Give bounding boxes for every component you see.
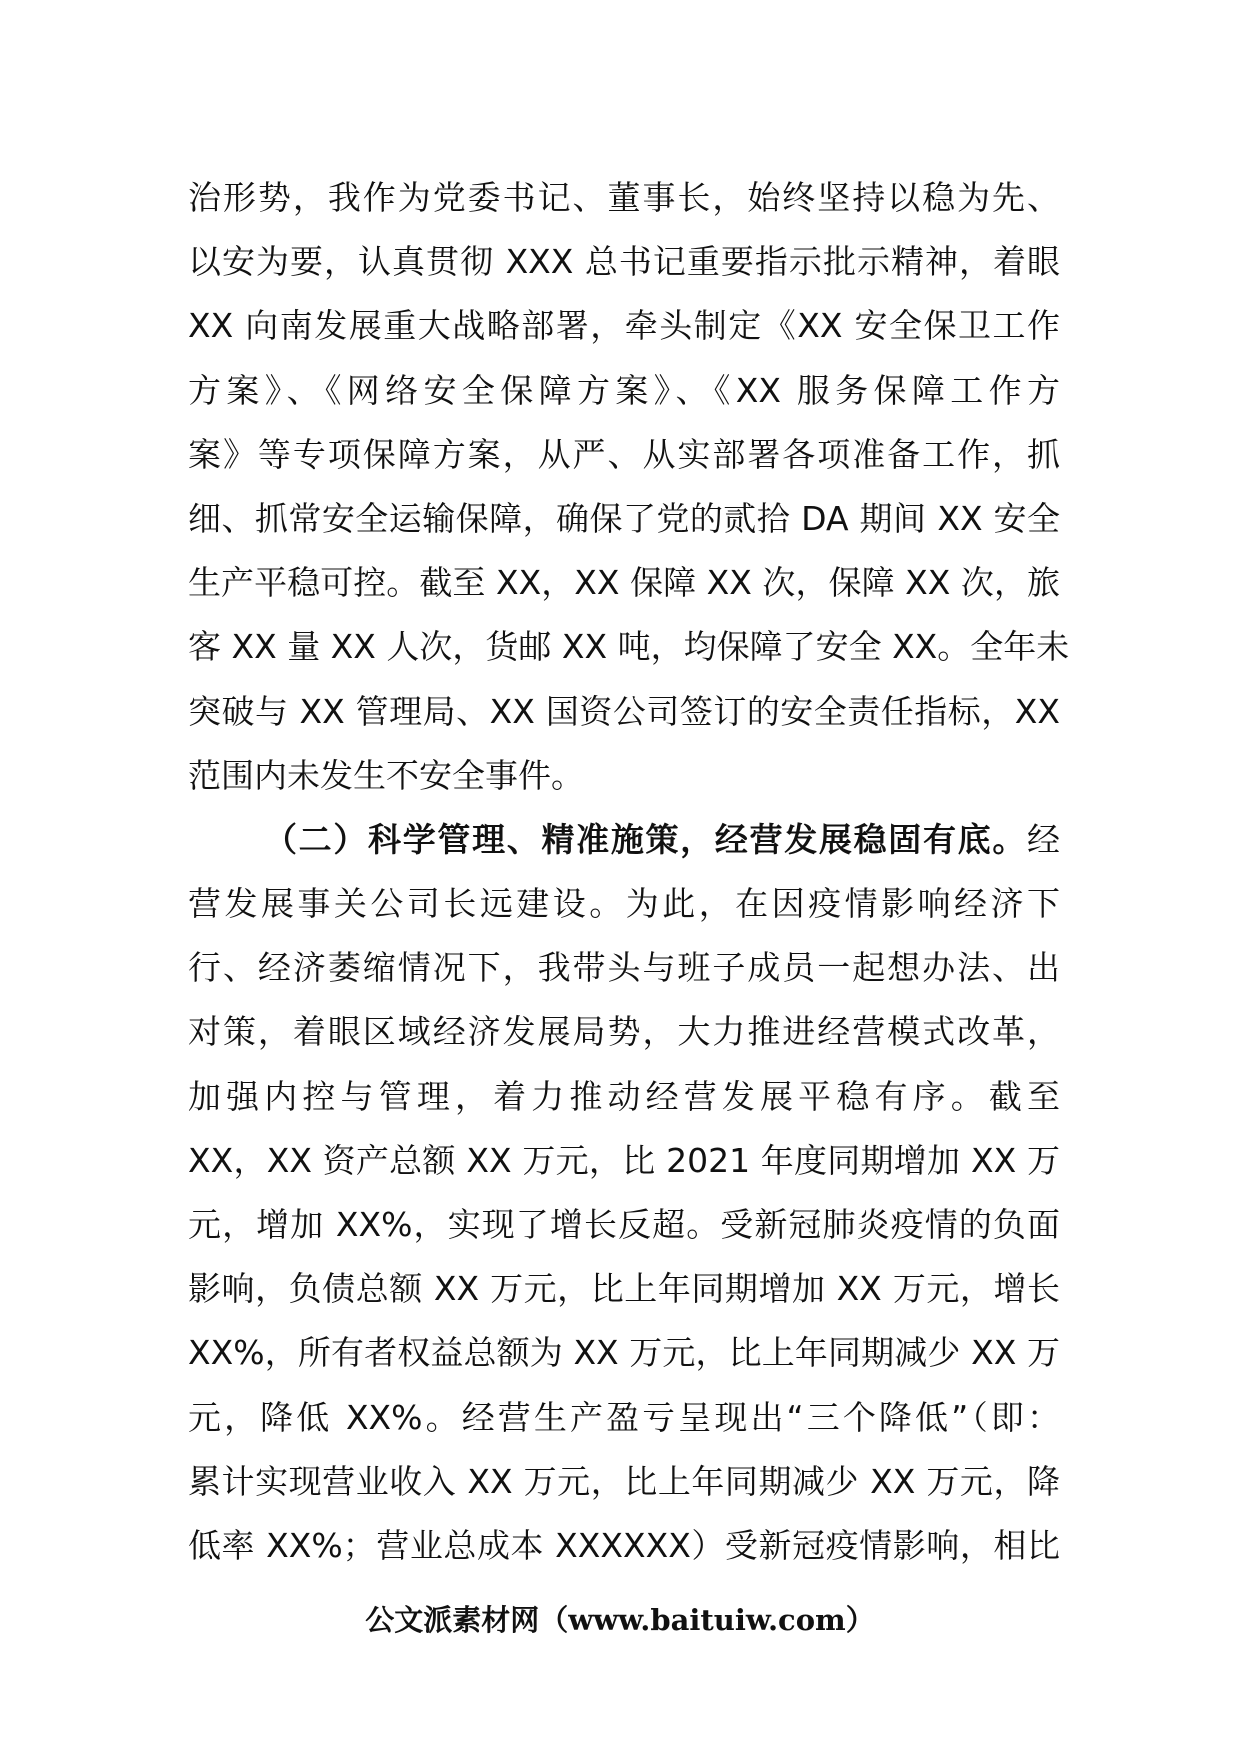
paragraph-line: 元，降低 XX%。经营生产盈亏呈现出“三个降低”（即： [188,1397,1060,1437]
paragraph-line: 方案》、《网络安全保障方案》、《XX 服务保障工作方 [188,370,1060,410]
paragraph-line: 加强内控与管理，着力推动经营发展平稳有序。截至 [188,1076,1060,1116]
paragraph-line: 细、抓常安全运输保障，确保了党的贰拾 DA 期间 XX 安全 [188,498,1060,538]
body-text [188,166,1070,1578]
paragraph-line: 生产平稳可控。截至 XX，XX 保障 XX 次，保障 XX 次，旅 [188,563,1060,603]
section-first-text: 经 [1027,819,1060,859]
paragraph-line: 影响，负债总额 XX 万元，比上年同期增加 XX 万元，增长 [188,1269,1060,1309]
paragraph-line: 治形势，我作为党委书记、董事长，始终坚持以稳为先、 [188,178,1060,217]
paragraph-line: XX%，所有者权益总额为 XX 万元，比上年同期减少 XX 万 [188,1333,1060,1373]
paragraph-line: 低率 XX%；营业总成本 XXXXXX）受新冠疫情影响，相比 [188,1525,1060,1565]
section-heading: （二）科学管理、精准施策，经营发展稳固有底。 [264,819,1027,859]
paragraph-line: 突破与 XX 管理局、XX 国资公司签订的安全责任指标，XX [188,691,1060,731]
paragraph-line: 范围内未发生不安全事件。 [188,755,584,795]
paragraph-line: 以安为要，认真贯彻 XXX 总书记重要指示批示精神，着眼 [188,242,1060,282]
paragraph-line: 对策，着眼区域经济发展局势，大力推进经营模式改革， [188,1012,1060,1052]
paragraph-line: 客 XX 量 XX 人次，货邮 XX 吨，均保障了安全 XX。全年未 [188,627,1070,667]
paragraph-line: XX 向南发展重大战略部署，牵头制定《XX 安全保卫工作 [188,306,1060,346]
paragraph-line: 行、经济萎缩情况下，我带头与班子成员一起想办法、出 [188,948,1060,988]
paragraph-line: XX，XX 资产总额 XX 万元，比 2021 年度同期增加 XX 万 [188,1140,1060,1180]
paragraph-line: 累计实现营业收入 XX 万元，比上年同期减少 XX 万元，降 [188,1461,1060,1501]
section-heading-line [188,808,1060,872]
footer-source: 公文派素材网（www.baituiw.com） [365,1603,875,1637]
paragraph-line: 元，增加 XX%，实现了增长反超。受新冠肺炎疫情的负面 [188,1205,1060,1244]
paragraph-line: 案》等专项保障方案，从严、从实部署各项准备工作，抓 [188,434,1060,474]
paragraph-line: 营发展事关公司长远建设。为此，在因疫情影响经济下 [188,884,1060,924]
